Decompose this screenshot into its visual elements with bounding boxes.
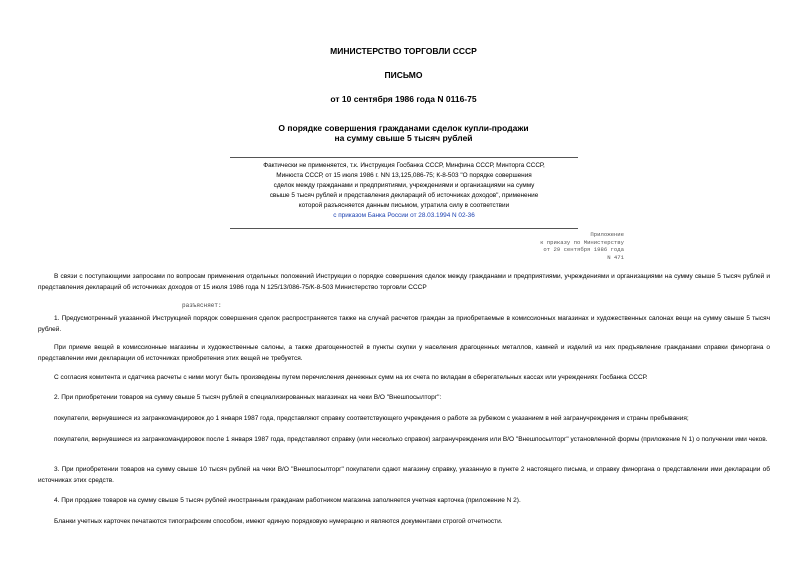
paragraph-9: Бланки учетных карточек печатаются типографским способом, имеют единую порядковую нумерацию и являются документами строгой отчетности. [54, 518, 503, 525]
explains-label: разъясняет: [182, 302, 222, 309]
document-date: от 10 сентября 1986 года N 0116-75 [330, 94, 477, 104]
note-top-rule [230, 157, 578, 158]
note-line-6 [230, 211, 578, 221]
paragraph-2: При приеме вещей в комиссионные магазины и художественные салоны, а также драгоценностей в пункты скупки у населения драгоценных металлов, камней и изделий из них предъявление гражданами справки финоргана о представлении ими декларации об источниках приобретения этих вещей не требуется. [38, 344, 770, 362]
bank-order-link[interactable]: приказом Банка России от 28.03.1994 N 02-36 [338, 211, 475, 219]
paragraph-4: 2. При приобретении товаров на сумму свыше 5 тысяч рублей в специализированных магазинах на чеки В/О "Внешпосылторг": [54, 394, 442, 401]
note-line-2: Минюста СССР, от 15 июля 1986 г. NN 13,125,086-75; К-8-503 "О порядке совершения [276, 171, 532, 179]
paragraph-7: 3. При приобретении товаров на сумму свыше 10 тысяч рублей на чеки В/О "Внешпосылторг" покупатели сдают магазину справку, указанную в пункте 2 настоящего письма, и справку финоргана о представлении ими декларации об источниках этих средств. [38, 466, 770, 484]
appendix-line-3: от 29 сентября 1986 года [543, 246, 624, 254]
note-link-prefix: с [333, 211, 339, 219]
ministry-heading: МИНИСТЕРСТВО ТОРГОВЛИ СССР [330, 46, 477, 56]
note-bottom-rule [230, 228, 578, 229]
document-type: ПИСЬМО [384, 70, 423, 80]
note-line-4: свыше 5 тысяч рублей и представления деклараций об источниках доходов", применение [269, 191, 539, 199]
paragraph-6: покупатели, вернувшиеся из загранкомандировок после 1 января 1987 года, представляют справку (или несколько справок) загранучреждения или В/О "Внешпосылторг" установленной формы (приложение N 1) о получении ими чеков. [54, 436, 768, 443]
note-line-1: Фактически не применяется, т.к. Инструкция Госбанка СССР, Минфина СССР, Минторга СССР, [263, 162, 545, 169]
paragraph-1: 1. Предусмотренный указанной Инструкцией порядок совершения сделок распространяется также на случай расчетов граждан за приобретаемые в комиссионных магазинах и художественных салонах вещи на сумму свыше 5 тысяч рублей. [38, 315, 770, 333]
paragraph-8: 4. При продаже товаров на сумму свыше 5 тысяч рублей иностранным гражданам работником магазина заполняется учетная карточка (приложение N 2). [54, 497, 521, 504]
appendix-line-2: к приказу по Министерству [540, 238, 624, 246]
note-line-5: которой разъясняется данным письмом, утратила силу в соответствии [298, 201, 510, 209]
paragraph-3: С согласия комитента и сдатчика расчеты с ними могут быть произведены путем перечисления денежных сумм на их счета по вкладам в сберегательных кассах или учреждениях Госбанка СССР. [54, 374, 648, 381]
editorial-note [230, 161, 578, 220]
paragraph-5: покупатели, вернувшиеся из загранкомандировок до 1 января 1987 года, представляют справку соответствующего учреждения о работе за рубежом с указанием в ней загранучреждения и страны пребывания; [54, 415, 689, 422]
intro-paragraph: В связи с поступающими запросами по вопросам применения отдельных положений Инструкции о порядке совершения сделок между гражданами и предприятиями, учреждениями и организациями на сумму свыше 5 тысяч рублей и представления деклараций об источниках доходов от 15 июля 1986 года N 125/13/086-75/К-8-503 Министерство торговли СССР [38, 273, 770, 291]
document-title-line-2: на сумму свыше 5 тысяч рублей [334, 133, 473, 143]
document-title-line-1: О порядке совершения гражданами сделок купли-продажи [278, 123, 529, 133]
appendix-line-4: N 471 [607, 253, 624, 261]
note-line-3: сделок между гражданами и предприятиями, учреждениями и организациями на сумму [273, 181, 535, 189]
appendix-line-1: Приложение [590, 231, 624, 238]
appendix-reference [440, 231, 624, 261]
